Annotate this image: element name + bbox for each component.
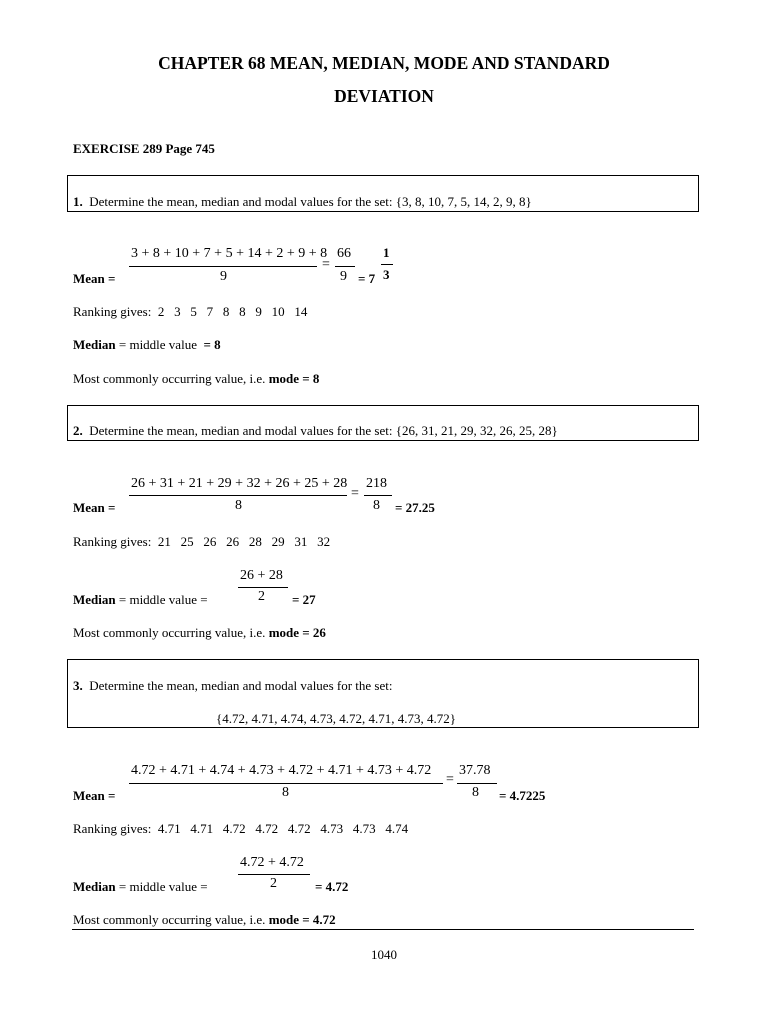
q3-median [73,879,211,895]
question-3-box [67,659,699,728]
q1-result-fraction-denominator: 3 [383,267,390,282]
q2-mean-denominator: 8 [235,498,242,513]
q2-median [73,592,211,608]
question-1-text [73,194,532,210]
question-2-prompt: Determine the mean, median and modal values for the set: {26, 31, 21, 29, 32, 26, 25, 28} [89,423,558,438]
q1-mean-fraction-bar [129,266,317,267]
q2-median-denominator: 2 [258,589,265,604]
q2-mode-text: Most commonly occurring value, i.e. [73,625,269,640]
q2-median-numerator: 26 + 28 [240,568,283,583]
question-2-box [67,405,699,441]
q1-equals: = [322,257,330,272]
q3-mean-denominator: 8 [282,785,289,800]
q3-mean-result: = 4.7225 [499,788,546,803]
chapter-title-line2: DEVIATION [334,86,434,106]
question-1-box [67,175,699,212]
q1-mean-denominator: 9 [220,269,227,284]
q2-median-text: = middle value = [115,592,211,607]
q2-ranking-values: 21 25 26 26 28 29 31 32 [157,534,331,549]
question-1-number: 1. [73,194,83,209]
chapter-title-line1: CHAPTER 68 MEAN, MEDIAN, MODE AND STANDARD [158,53,610,73]
footer-divider [72,929,694,930]
q2-mean-label: Mean = [73,500,116,515]
q2-ranking [73,534,330,550]
q3-median-numerator: 4.72 + 4.72 [240,855,304,870]
q2-equals: = [351,486,359,501]
q3-median-denominator: 2 [270,876,277,891]
q1-mode [73,371,319,387]
q2-mean-numerator: 26 + 31 + 21 + 29 + 32 + 26 + 25 + 28 [131,476,348,491]
q1-mode-result: mode = 8 [268,371,320,386]
question-2-number: 2. [73,423,83,438]
question-1-prompt: Determine the mean, median and modal values for the set: {3, 8, 10, 7, 5, 14, 2, 9, 8} [89,194,532,209]
q1-mode-text: Most commonly occurring value, i.e. [73,371,269,386]
q3-mode-result: mode = 4.72 [268,912,336,927]
q1-frac2-denominator: 9 [340,269,347,284]
question-3-text [73,678,392,694]
q3-median-text: = middle value = [115,879,211,894]
q3-mean-label: Mean = [73,788,116,803]
q2-frac2-bar [364,495,392,496]
q1-ranking [73,304,307,320]
q2-median-fraction-bar [238,587,288,588]
q3-mode [73,912,336,928]
q2-median-label: Median [73,592,116,607]
page-number: 1040 [371,947,397,962]
q3-ranking-values: 4.71 4.71 4.72 4.72 4.72 4.73 4.73 4.74 [157,821,409,836]
q2-mode [73,625,326,641]
q3-median-result: = 4.72 [315,879,349,894]
question-3-set: {4.72, 4.71, 4.74, 4.73, 4.72, 4.71, 4.73, 4.72} [216,711,456,726]
exercise-heading: EXERCISE 289 Page 745 [73,141,215,156]
q3-ranking-label: Ranking gives: [73,821,152,836]
q1-median [73,337,221,353]
q3-mean-numerator: 4.72 + 4.71 + 4.74 + 4.73 + 4.72 + 4.71 + 4.73 + 4.72 [131,763,432,778]
q1-mean-label: Mean = [73,271,116,286]
q1-ranking-values: 2 3 5 7 8 8 9 10 14 [157,304,308,319]
q2-mean-fraction-bar [129,495,347,496]
q3-median-label: Median [73,879,116,894]
q1-ranking-label: Ranking gives: [73,304,152,319]
q1-median-result: = 8 [203,337,221,352]
q1-median-label: Median [73,337,116,352]
q2-mode-result: mode = 26 [268,625,326,640]
q1-mean-result: = 7 [358,271,376,286]
q2-mean-result: = 27.25 [395,500,435,515]
q3-equals: = [446,772,454,787]
question-3-number: 3. [73,678,83,693]
q3-frac2-bar [457,783,497,784]
question-3-prompt: Determine the mean, median and modal values for the set: [89,678,393,693]
q1-mean-numerator: 3 + 8 + 10 + 7 + 5 + 14 + 2 + 9 + 8 [131,246,328,261]
q3-median-fraction-bar [238,874,310,875]
q3-mean-fraction-bar [129,783,443,784]
q1-result-fraction-numerator: 1 [383,245,390,260]
q2-frac2-numerator: 218 [366,476,387,491]
question-2-text [73,423,558,439]
q3-ranking [73,821,408,837]
q1-frac2-bar [335,266,355,267]
q2-median-result: = 27 [292,592,316,607]
q2-ranking-label: Ranking gives: [73,534,152,549]
q1-median-text: = middle value [115,337,204,352]
q3-mode-text: Most commonly occurring value, i.e. [73,912,269,927]
q2-frac2-denominator: 8 [373,498,380,513]
q3-frac2-numerator: 37.78 [459,763,491,778]
q1-result-fraction-bar [381,264,393,265]
q1-frac2-numerator: 66 [337,246,351,261]
q3-frac2-denominator: 8 [472,785,479,800]
